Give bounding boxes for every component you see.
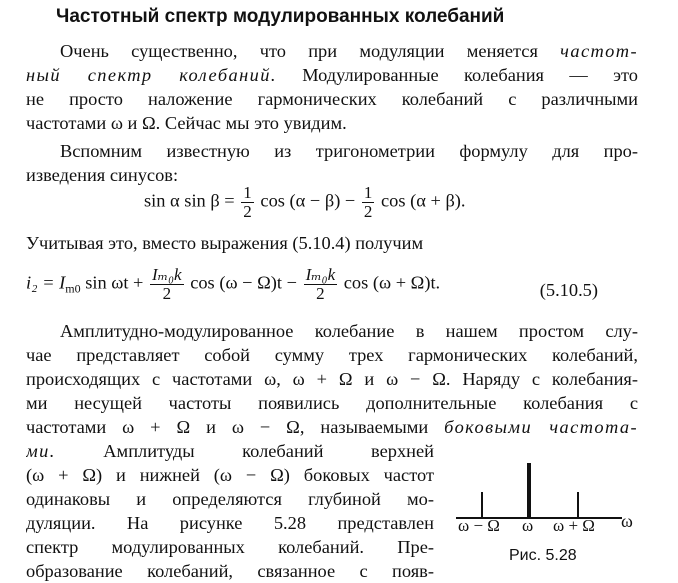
- fraction-numerator: 1: [363, 183, 373, 202]
- p1-term-cont: ный спектр колебаний.: [26, 65, 277, 85]
- paragraph-1-line-2: [26, 63, 638, 87]
- upper-sideband-line: [577, 492, 579, 517]
- fraction-denominator: 2: [363, 202, 373, 221]
- paragraph-4-line-10: спектр модулированных колебаний. Пре-: [26, 537, 434, 557]
- fraction-half-1: [241, 184, 254, 221]
- paragraph-1-line-3: не просто наложение гармонических колебаний с различными: [26, 89, 638, 109]
- equation-number: (5.10.5): [539, 280, 598, 300]
- paragraph-4-line-11: образование колебаний, связанное с появ-: [26, 561, 434, 581]
- paragraph-2-line-2: изведения синусов:: [26, 165, 179, 185]
- formula2-end: cos (ω + Ω)t.: [343, 272, 441, 293]
- paragraph-4-line-4: ми несущей частоты появились дополнительные колебания с: [26, 393, 638, 413]
- figure-caption: Рис. 5.28: [509, 547, 577, 564]
- section-title: Частотный спектр модулированных колебаний: [56, 6, 505, 27]
- formula2-lhs: i₂ = I: [26, 272, 66, 293]
- fraction-numerator: Iₘ₀k: [152, 265, 182, 284]
- p1-term: частот-: [560, 41, 638, 61]
- paragraph-4-line-2: чае представляет собой сумму трех гармонических колебаний,: [26, 345, 638, 365]
- fraction-im0k-1: [150, 266, 184, 303]
- p4-term: боковыми частота-: [444, 417, 638, 437]
- carrier-line: [527, 463, 531, 517]
- p4-text: частотами ω + Ω и ω − Ω, называемыми: [26, 417, 429, 437]
- p4-text: Амплитуды колебаний верхней: [103, 441, 434, 461]
- fraction-denominator: 2: [316, 284, 325, 303]
- fraction-denominator: 2: [243, 202, 252, 221]
- paragraph-1-line-4: частотами ω и Ω. Сейчас мы это увидим.: [26, 113, 347, 133]
- fraction-denominator: 2: [162, 284, 172, 303]
- fraction-im0k-2: [304, 266, 338, 303]
- paragraph-1-line-1: [60, 39, 638, 63]
- paragraph-2-line-1: Вспомним известную из тригонометрии формулу для про-: [60, 141, 638, 161]
- formula1-mid: cos (α − β) −: [260, 190, 356, 211]
- paragraph-4-line-8: одинаковы и определяются глубиной мо-: [26, 489, 434, 509]
- paragraph-4-line-5: [26, 415, 638, 439]
- paragraph-4-line-6: [26, 439, 434, 463]
- formula2-mid: cos (ω − Ω)t −: [190, 272, 297, 293]
- formula2-lhs-subscript: m0: [65, 281, 81, 296]
- paragraph-4-line-7: (ω + Ω) и нижней (ω − Ω) боковых частот: [26, 465, 434, 485]
- fraction-numerator: 1: [243, 183, 252, 202]
- formula-sine-product: [144, 184, 466, 221]
- label-carrier: ω: [522, 516, 534, 535]
- paragraph-3: Учитывая это, вместо выражения (5.10.4) получим: [26, 233, 424, 253]
- formula2-sin: sin ωt +: [85, 272, 144, 293]
- label-upper-sideband: ω + Ω: [553, 516, 595, 535]
- p1-text: Очень существенно, что при модуляции меняется: [60, 41, 538, 61]
- formula-5-10-5: [26, 266, 638, 303]
- lower-sideband-line: [481, 492, 483, 517]
- paragraph-4-line-3: происходящих с частотами ω, ω + Ω и ω − Ω. Наряду с колебания-: [26, 369, 638, 389]
- paragraph-4-line-1: Амплитудно-модулированное колебание в нашем простом слу-: [60, 321, 638, 341]
- label-lower-sideband: ω − Ω: [458, 516, 500, 535]
- formula1-lhs: sin α sin β =: [144, 190, 235, 211]
- fraction-numerator: Iₘ₀k: [305, 265, 336, 284]
- p1-text: Модулированные колебания — это: [302, 65, 638, 85]
- fraction-half-2: [362, 184, 375, 221]
- paragraph-4-line-9: дуляции. На рисунке 5.28 представлен: [26, 513, 434, 533]
- formula1-end: cos (α + β).: [381, 190, 466, 211]
- axis-label-omega: ω: [621, 511, 633, 531]
- p4-term-cont: ми.: [26, 441, 56, 461]
